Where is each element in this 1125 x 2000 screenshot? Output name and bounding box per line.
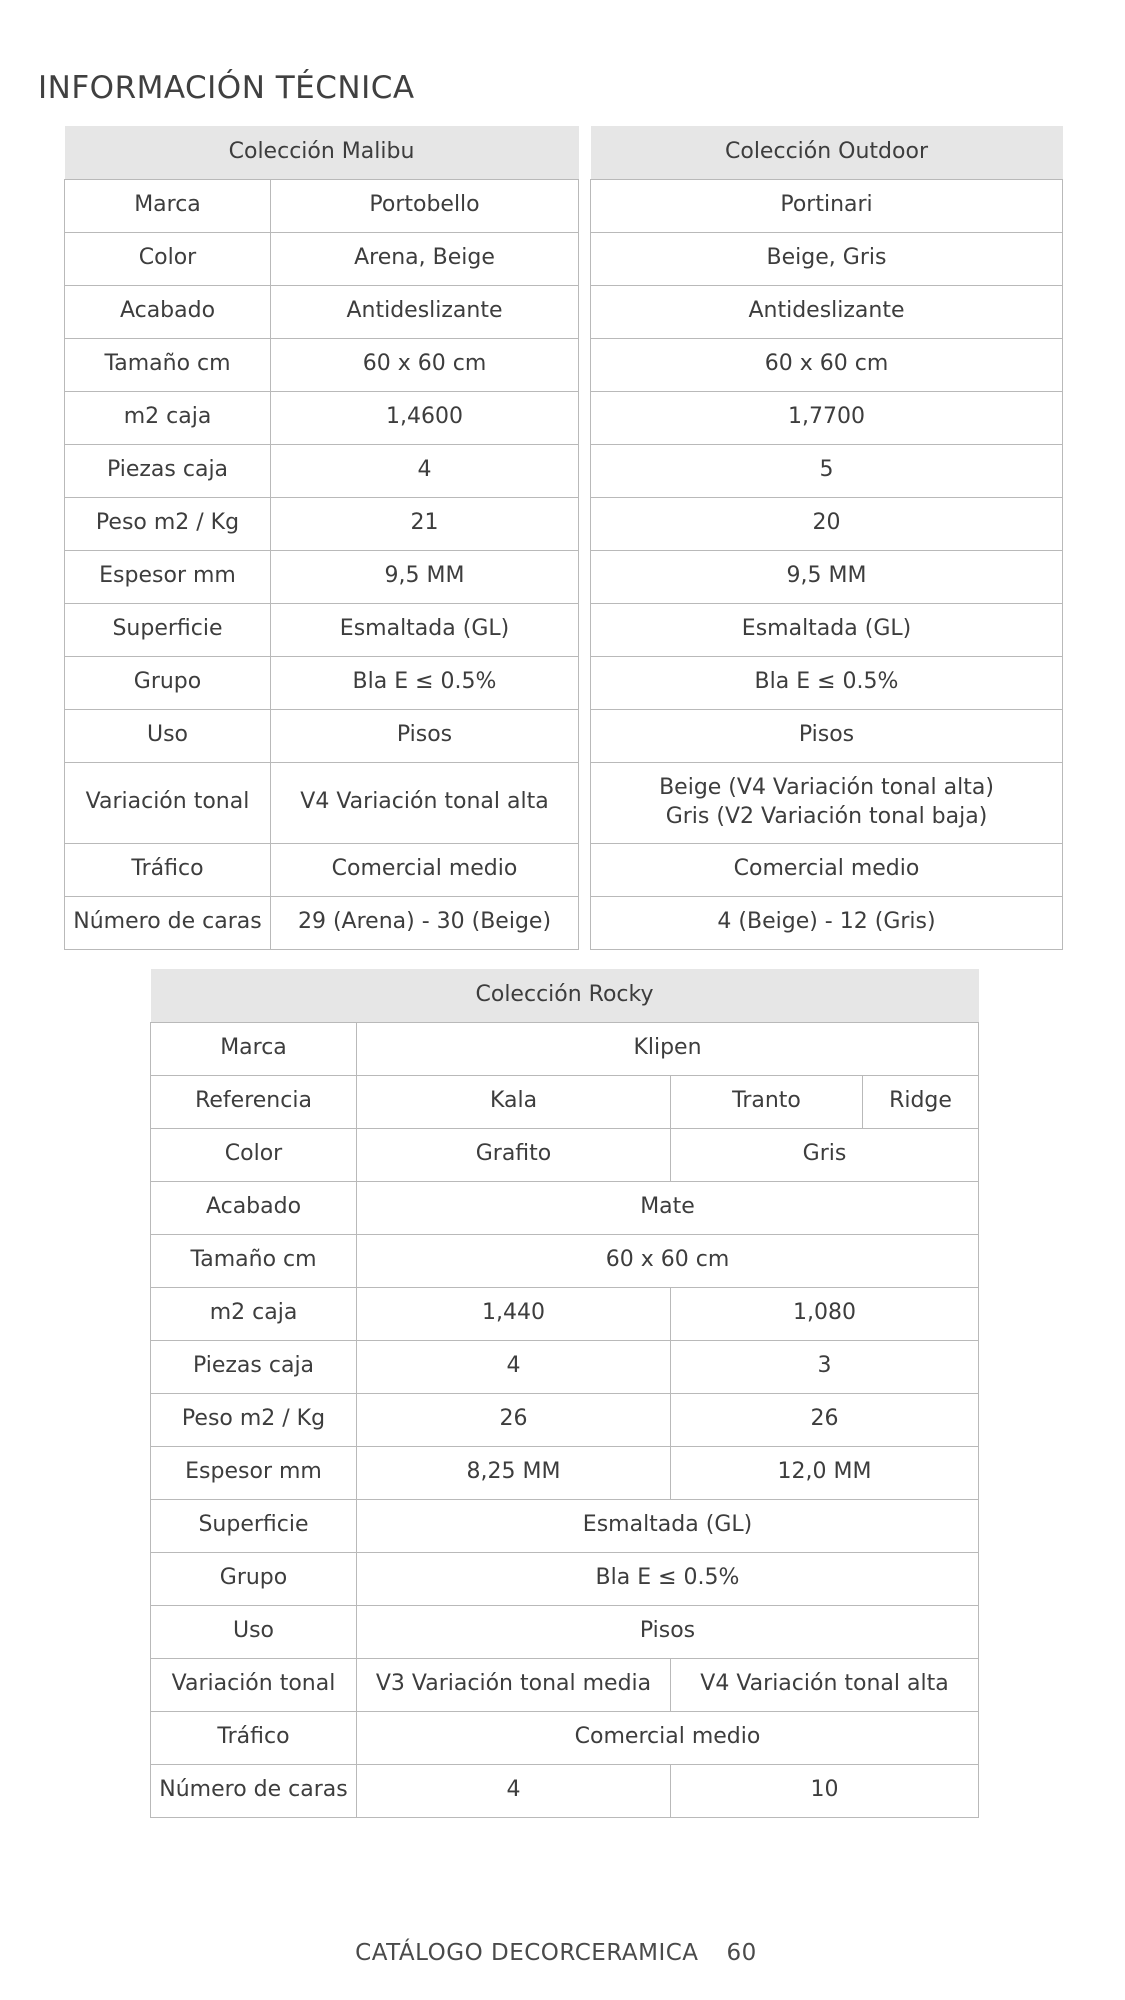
table-row xyxy=(151,1393,979,1446)
table-row xyxy=(151,1658,979,1711)
page-number: 60 xyxy=(726,1940,757,1966)
table-row xyxy=(65,497,579,550)
table-row xyxy=(151,1446,979,1499)
table-row xyxy=(591,497,1063,550)
row-label: Tráfico xyxy=(65,843,271,896)
row-value: 10 xyxy=(671,1764,979,1817)
row-label: Uso xyxy=(151,1605,357,1658)
row-value: Grafito xyxy=(357,1128,671,1181)
table-row xyxy=(65,285,579,338)
table-row xyxy=(65,762,579,843)
row-value: Esmaltada (GL) xyxy=(591,603,1063,656)
row-label: Peso m2 / Kg xyxy=(151,1393,357,1446)
row-value-line: Beige (V4 Variación tonal alta) xyxy=(659,774,994,800)
row-label: m2 caja xyxy=(151,1287,357,1340)
row-value: 5 xyxy=(591,444,1063,497)
table-row xyxy=(65,896,579,949)
table-row xyxy=(151,1499,979,1552)
table-row xyxy=(591,550,1063,603)
malibu-header: Colección Malibu xyxy=(65,126,579,179)
table-row xyxy=(591,391,1063,444)
row-value: V4 Variación tonal alta xyxy=(271,762,579,843)
row-value-line: Gris (V2 Variación tonal baja) xyxy=(665,803,988,829)
row-label: Uso xyxy=(65,709,271,762)
row-label: Superficie xyxy=(65,603,271,656)
table-row xyxy=(591,709,1063,762)
row-value: 1,080 xyxy=(671,1287,979,1340)
row-value: 21 xyxy=(271,497,579,550)
table-row xyxy=(591,444,1063,497)
row-value: V3 Variación tonal media xyxy=(357,1658,671,1711)
rocky-header: Colección Rocky xyxy=(151,969,979,1022)
table-row xyxy=(151,1711,979,1764)
table-row xyxy=(591,338,1063,391)
row-value: 4 xyxy=(357,1764,671,1817)
row-value: Pisos xyxy=(591,709,1063,762)
table-row xyxy=(65,550,579,603)
row-value: V4 Variación tonal alta xyxy=(671,1658,979,1711)
row-value: Bla E ≤ 0.5% xyxy=(591,656,1063,709)
row-value: Esmaltada (GL) xyxy=(357,1499,979,1552)
row-label: Tráfico xyxy=(151,1711,357,1764)
table-row xyxy=(591,232,1063,285)
row-value: Pisos xyxy=(271,709,579,762)
row-value: 26 xyxy=(671,1393,979,1446)
table-row xyxy=(65,656,579,709)
page-footer xyxy=(0,1940,1112,1966)
row-value: 60 x 60 cm xyxy=(271,338,579,391)
table-row xyxy=(151,1075,979,1128)
row-value: 1,440 xyxy=(357,1287,671,1340)
row-value: Arena, Beige xyxy=(271,232,579,285)
catalog-name: CATÁLOGO DECORCERAMICA xyxy=(355,1940,699,1966)
table-row xyxy=(151,1552,979,1605)
row-label: Número de caras xyxy=(65,896,271,949)
row-label: Tamaño cm xyxy=(65,338,271,391)
table-row xyxy=(151,1605,979,1658)
table-row xyxy=(591,843,1063,896)
row-value: 9,5 MM xyxy=(271,550,579,603)
row-value: Klipen xyxy=(357,1022,979,1075)
row-label: Marca xyxy=(151,1022,357,1075)
row-label: Superficie xyxy=(151,1499,357,1552)
table-row xyxy=(151,1234,979,1287)
table-row xyxy=(65,391,579,444)
row-label: Espesor mm xyxy=(151,1446,357,1499)
row-value: 26 xyxy=(357,1393,671,1446)
row-value: 60 x 60 cm xyxy=(591,338,1063,391)
row-value: Bla E ≤ 0.5% xyxy=(271,656,579,709)
table-row xyxy=(591,179,1063,232)
row-value: 9,5 MM xyxy=(591,550,1063,603)
row-value: Tranto xyxy=(671,1075,863,1128)
table-row xyxy=(151,1340,979,1393)
row-label: Número de caras xyxy=(151,1764,357,1817)
row-value: 1,7700 xyxy=(591,391,1063,444)
table-row xyxy=(591,656,1063,709)
row-label: Color xyxy=(151,1128,357,1181)
outdoor-table xyxy=(590,126,1063,950)
row-label: Espesor mm xyxy=(65,550,271,603)
table-row xyxy=(65,232,579,285)
table-row xyxy=(591,285,1063,338)
row-value xyxy=(591,762,1063,843)
table-row xyxy=(151,1287,979,1340)
row-label: Variación tonal xyxy=(65,762,271,843)
row-label: Acabado xyxy=(65,285,271,338)
rocky-table xyxy=(150,969,979,1818)
row-value: Beige, Gris xyxy=(591,232,1063,285)
table-row xyxy=(65,709,579,762)
table-row xyxy=(65,843,579,896)
row-label: Piezas caja xyxy=(65,444,271,497)
page-title: INFORMACIÓN TÉCNICA xyxy=(38,70,415,106)
row-label: Grupo xyxy=(151,1552,357,1605)
row-value: 3 xyxy=(671,1340,979,1393)
table-row xyxy=(65,444,579,497)
row-value: Comercial medio xyxy=(357,1711,979,1764)
table-row xyxy=(591,896,1063,949)
table-row xyxy=(151,1022,979,1075)
table-row xyxy=(65,338,579,391)
row-value: Portobello xyxy=(271,179,579,232)
row-value: 4 xyxy=(271,444,579,497)
row-label: Grupo xyxy=(65,656,271,709)
row-value: Bla E ≤ 0.5% xyxy=(357,1552,979,1605)
row-value: Antideslizante xyxy=(271,285,579,338)
table-row xyxy=(591,762,1063,843)
row-value: Ridge xyxy=(863,1075,979,1128)
table-row xyxy=(151,1181,979,1234)
row-value: Esmaltada (GL) xyxy=(271,603,579,656)
row-label: Referencia xyxy=(151,1075,357,1128)
row-value: Mate xyxy=(357,1181,979,1234)
row-label: Peso m2 / Kg xyxy=(65,497,271,550)
row-value: 4 (Beige) - 12 (Gris) xyxy=(591,896,1063,949)
table-row xyxy=(151,1764,979,1817)
row-value: 8,25 MM xyxy=(357,1446,671,1499)
malibu-table xyxy=(64,126,579,950)
row-value: Comercial medio xyxy=(271,843,579,896)
row-value: Gris xyxy=(671,1128,979,1181)
row-value: Portinari xyxy=(591,179,1063,232)
row-value: Antideslizante xyxy=(591,285,1063,338)
row-value: 1,4600 xyxy=(271,391,579,444)
row-value: 60 x 60 cm xyxy=(357,1234,979,1287)
table-row xyxy=(591,603,1063,656)
row-value: 20 xyxy=(591,497,1063,550)
row-label: Marca xyxy=(65,179,271,232)
table-row xyxy=(151,1128,979,1181)
row-value: Comercial medio xyxy=(591,843,1063,896)
row-label: Tamaño cm xyxy=(151,1234,357,1287)
row-value: 12,0 MM xyxy=(671,1446,979,1499)
row-label: Color xyxy=(65,232,271,285)
row-label: m2 caja xyxy=(65,391,271,444)
row-value: 29 (Arena) - 30 (Beige) xyxy=(271,896,579,949)
outdoor-header: Colección Outdoor xyxy=(591,126,1063,179)
row-label: Acabado xyxy=(151,1181,357,1234)
table-row xyxy=(65,603,579,656)
row-value: Pisos xyxy=(357,1605,979,1658)
table-row xyxy=(65,179,579,232)
row-label: Variación tonal xyxy=(151,1658,357,1711)
row-label: Piezas caja xyxy=(151,1340,357,1393)
row-value: 4 xyxy=(357,1340,671,1393)
row-value: Kala xyxy=(357,1075,671,1128)
